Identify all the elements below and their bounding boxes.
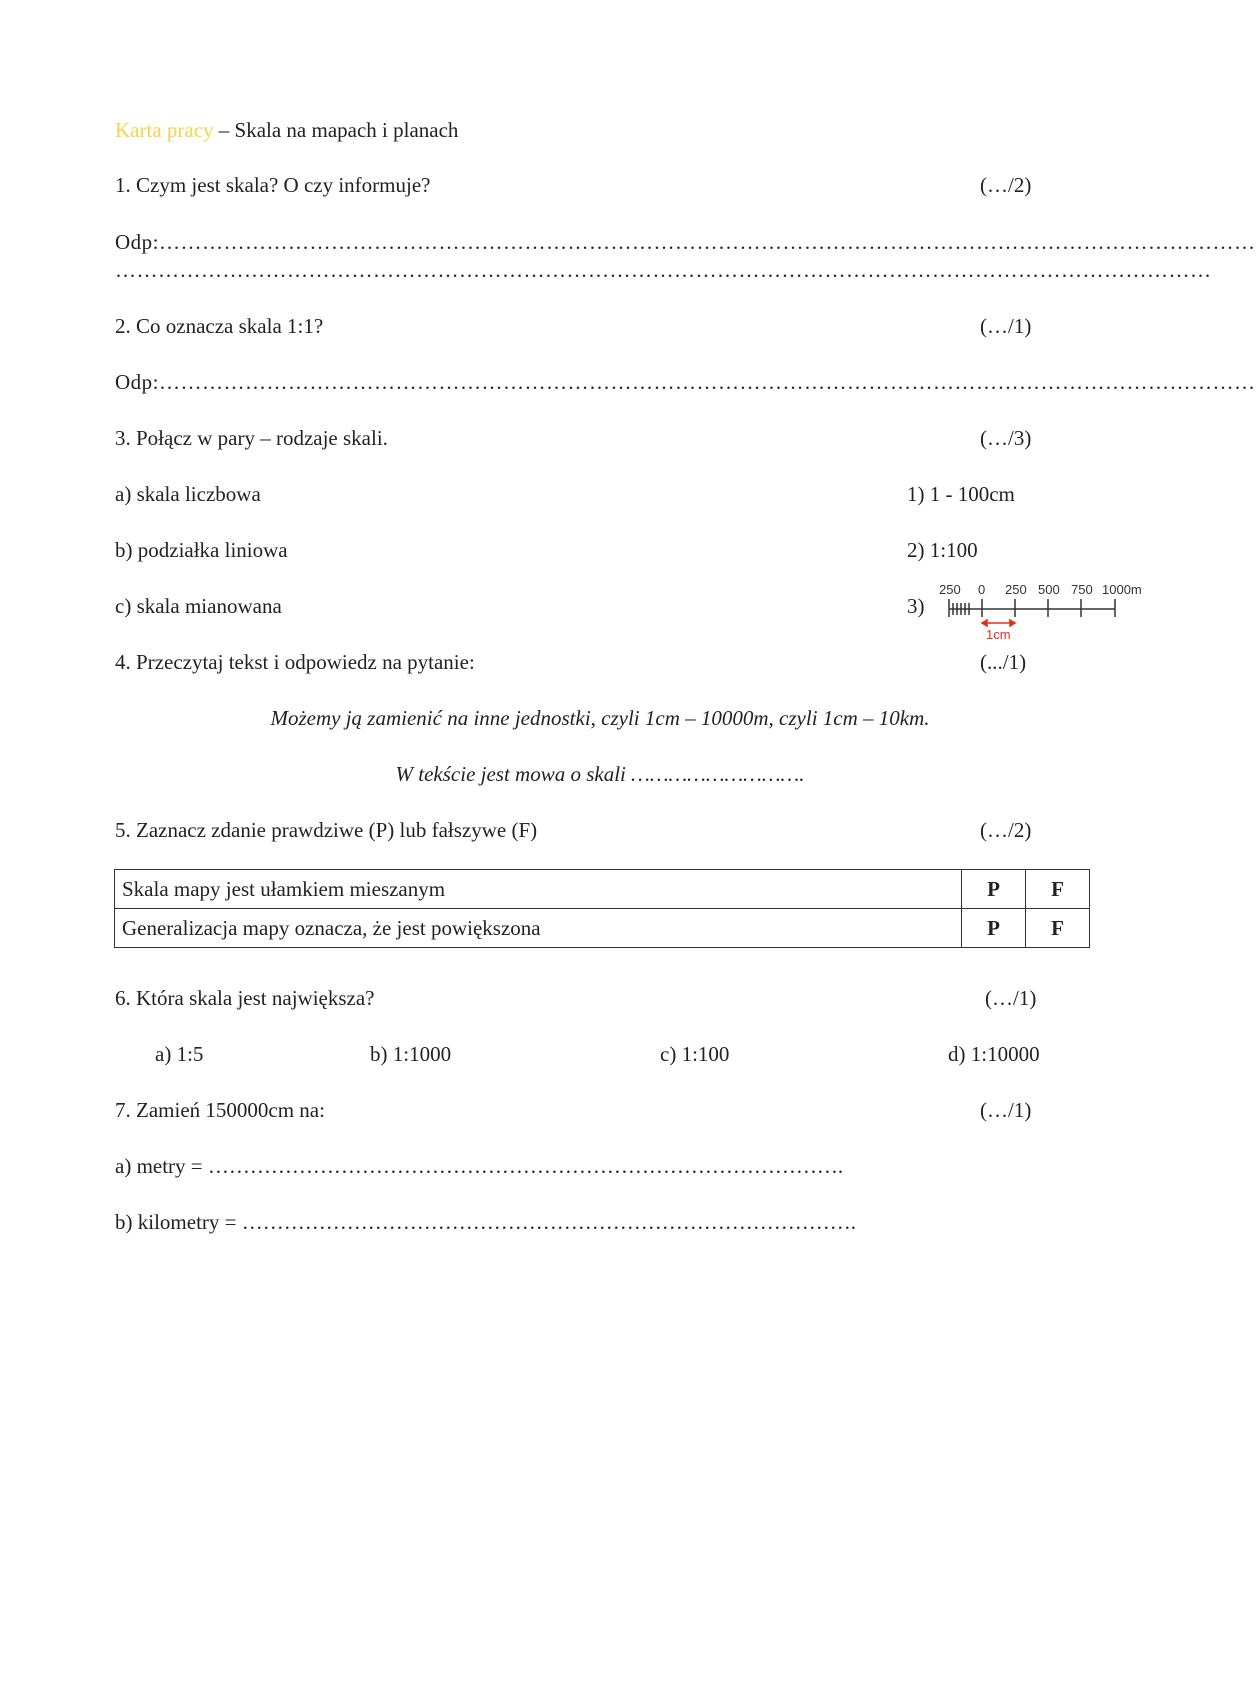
question-7-points: (…/1) (980, 1098, 1032, 1122)
statement-cell: Generalizacja mapy oznacza, że jest powiększona (115, 909, 962, 948)
question-4-points: (.../1) (980, 650, 1027, 674)
question-4-prompt[interactable]: W tekście jest mowa o skali ………………………. (395, 762, 805, 786)
option-b[interactable]: b) 1:1000 (370, 1042, 452, 1066)
question-7-answer-a[interactable]: a) metry = ………………………………………………………………………………. (115, 1154, 844, 1178)
option-d[interactable]: d) 1:10000 (948, 1042, 1040, 1066)
title-accent: Karta pracy (115, 118, 214, 142)
true-false-table (114, 869, 1090, 948)
question-2-points: (…/1) (980, 314, 1032, 338)
match-left-b: b) podziałka liniowa (115, 538, 288, 562)
question-3-points: (…/3) (980, 426, 1032, 450)
match-left-c: c) skala mianowana (115, 594, 282, 618)
page-title (115, 117, 458, 143)
match-right-3: 3) (907, 594, 925, 618)
answer-label: Odp: (115, 370, 159, 394)
false-mark[interactable]: F (1026, 909, 1090, 948)
question-6-points: (…/1) (985, 986, 1037, 1010)
scale-label-500: 500 (1038, 582, 1060, 597)
question-4-quote: Możemy ją zamienić na inne jednostki, czyli 1cm – 10000m, czyli 1cm – 10km. (270, 706, 930, 730)
question-1-answer-line-1[interactable] (115, 229, 1256, 255)
match-left-a: a) skala liczbowa (115, 482, 261, 506)
dot-fill: ……………………………………………………………………………………………………………………………………… (159, 230, 1256, 254)
table-row (115, 870, 1090, 909)
scale-label-250-left: 250 (939, 582, 961, 597)
question-5: 5. Zaznacz zdanie prawdziwe (P) lub fałszywe (F) (115, 818, 538, 842)
scale-label-1000m: 1000m (1102, 582, 1142, 597)
table-row (115, 909, 1090, 948)
match-right-2: 2) 1:100 (907, 538, 978, 562)
question-1: 1. Czym jest skala? O czy informuje? (115, 173, 431, 197)
dot-fill: ……………………………………………………………………………………………………………………………………… (159, 370, 1256, 394)
question-7-answer-b[interactable]: b) kilometry = ……………………………………………………………………………. (115, 1210, 856, 1234)
question-5-points: (…/2) (980, 818, 1032, 842)
question-1-points: (…/2) (980, 173, 1032, 197)
question-6: 6. Która skala jest największa? (115, 986, 375, 1010)
false-mark[interactable]: F (1026, 870, 1090, 909)
unit-label: 1cm (986, 627, 1011, 642)
question-4: 4. Przeczytaj tekst i odpowiedz na pytanie: (115, 650, 475, 674)
scale-label-0: 0 (978, 582, 986, 597)
answer-label: Odp: (115, 230, 159, 254)
scale-label-250: 250 (1005, 582, 1027, 597)
true-mark[interactable]: P (962, 870, 1026, 909)
scale-ticks (949, 599, 1115, 617)
question-2-answer-line[interactable] (115, 369, 1256, 395)
unit-arrow (982, 620, 1015, 626)
linear-scale-bar (939, 581, 1159, 641)
statement-cell: Skala mapy jest ułamkiem mieszanym (115, 870, 962, 909)
question-3: 3. Połącz w pary – rodzaje skali. (115, 426, 388, 450)
option-a[interactable]: a) 1:5 (155, 1042, 204, 1066)
true-mark[interactable]: P (962, 909, 1026, 948)
question-7: 7. Zamień 150000cm na: (115, 1098, 325, 1122)
question-1-answer-line-2[interactable]: ……………………………………………………………………………………………………………………………………… (115, 258, 1212, 282)
question-2: 2. Co oznacza skala 1:1? (115, 314, 324, 338)
match-right-1: 1) 1 - 100cm (907, 482, 1015, 506)
option-c[interactable]: c) 1:100 (660, 1042, 730, 1066)
title-rest: – Skala na mapach i planach (213, 118, 459, 142)
scale-label-750: 750 (1071, 582, 1093, 597)
